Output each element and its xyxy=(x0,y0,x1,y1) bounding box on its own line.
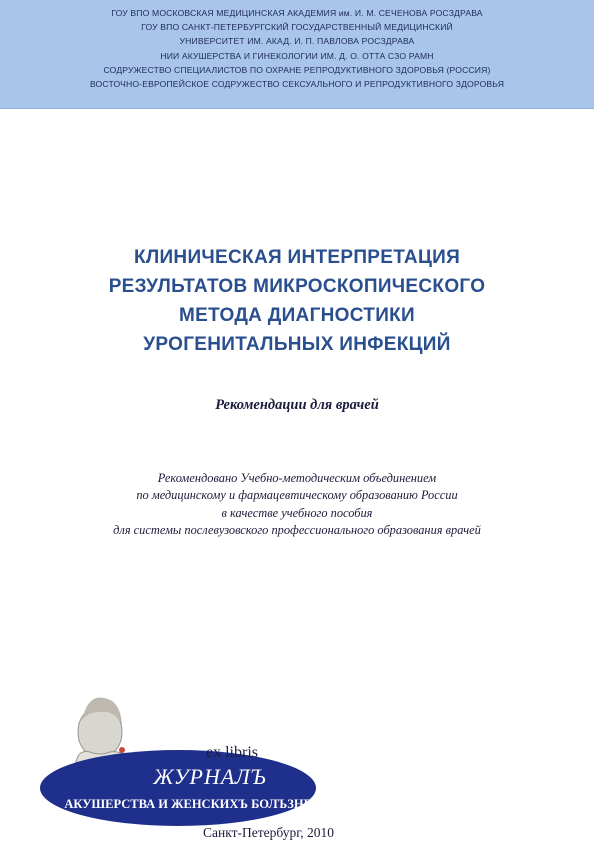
journal-emblem xyxy=(38,680,318,832)
publication-place-year: Санкт-Петербург, 2010 xyxy=(203,825,334,840)
book-subtitle: Рекомендации для врачей xyxy=(215,397,379,413)
institution-line: УНИВЕРСИТЕТ ИМ. АКАД. И. П. ПАВЛОВА РОСЗДРАВА xyxy=(179,36,415,47)
title-line: МЕТОДА ДИАГНОСТИКИ xyxy=(178,305,416,326)
recommendation-statement xyxy=(0,470,594,540)
recommendation-line: для системы послевузовского профессионального образования врачей xyxy=(113,523,481,538)
institution-line: ГОУ ВПО САНКТ-ПЕТЕРБУРГСКИЙ ГОСУДАРСТВЕННЫЙ МЕДИЦИНСКИЙ xyxy=(141,22,453,33)
recommendation-line: в качестве учебного пособия xyxy=(221,505,373,520)
recommendation-line: по медицинскому и фармацевтическому образованию России xyxy=(136,488,458,503)
institution-line: ГОУ ВПО МОСКОВСКАЯ МЕДИЦИНСКАЯ АКАДЕМИЯ им. И. М. СЕЧЕНОВА РОСЗДРАВА xyxy=(111,8,483,18)
institution-line: ВОСТОЧНО-ЕВРОПЕЙСКОЕ СОДРУЖЕСТВО СЕКСУАЛЬНОГО И РЕПРОДУКТИВНОГО ЗДОРОВЬЯ xyxy=(89,79,505,90)
title-line: УРОГЕНИТАЛЬНЫХ ИНФЕКЦИЙ xyxy=(143,334,451,355)
institution-line: НИИ АКУШЕРСТВА И ГИНЕКОЛОГИИ ИМ. Д. О. ОТТА СЗО РАМН xyxy=(160,50,434,61)
institution-line: СОДРУЖЕСТВО СПЕЦИАЛИСТОВ ПО ОХРАНЕ РЕПРОДУКТИВНОГО ЗДОРОВЬЯ (РОССИЯ) xyxy=(103,64,491,75)
ex-libris-label: ex libris xyxy=(206,744,258,761)
header-band xyxy=(0,0,594,109)
institutions-list xyxy=(0,6,594,91)
journal-subtitle: АКУШЕРСТВА И ЖЕНСКИХЪ БОЛЪЗНЕЙ xyxy=(64,797,318,811)
journal-logo xyxy=(38,680,318,832)
title-line: РЕЗУЛЬТАТОВ МИКРОСКОПИЧЕСКОГО xyxy=(108,276,486,297)
book-title xyxy=(0,243,594,359)
recommendation-line: Рекомендовано Учебно-методическим объединением xyxy=(157,471,437,485)
journal-name: ЖУРНАЛЪ xyxy=(153,764,267,789)
title-line: КЛИНИЧЕСКАЯ ИНТЕРПРЕТАЦИЯ xyxy=(133,247,461,268)
